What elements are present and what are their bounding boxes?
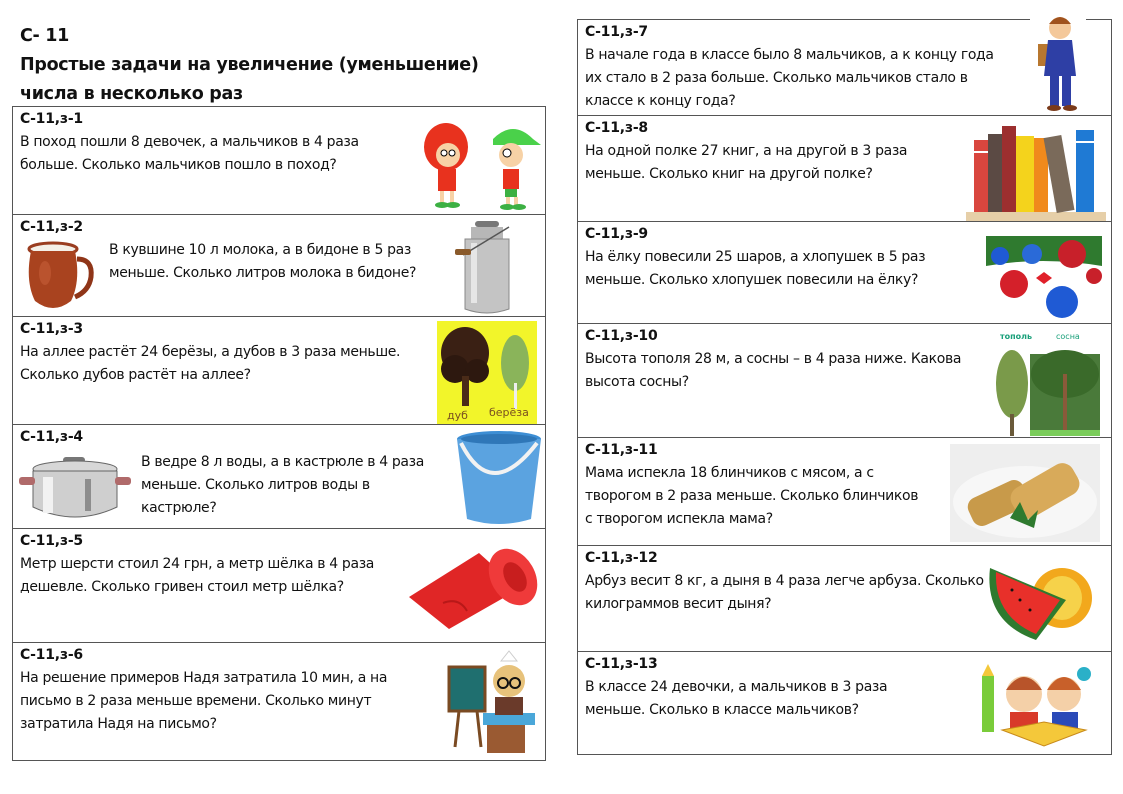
task-card-11 — [578, 438, 1111, 546]
task-card-12 — [578, 546, 1111, 652]
task-code: С-11,з-3 — [20, 321, 83, 337]
task-text: Метр шерсти стоил 24 грн, а метр шёлка в 4 раза дешевле. Сколько гривен стоил метр шёлка? — [20, 556, 375, 595]
task-text: Мама испекла 18 блинчиков с мясом, а с творогом в 2 раза меньше. Сколько блинчиков с творогом испекла мама? — [585, 465, 919, 527]
bookshelf-image — [962, 124, 1106, 222]
task-code: С-11,з-5 — [20, 533, 83, 549]
oak-and-birch-image — [437, 321, 537, 425]
christmas-ornaments-image — [986, 232, 1102, 324]
page-title-line-2: числа в несколько раз — [20, 84, 243, 104]
schoolboy-image — [1030, 12, 1086, 114]
red-fabric-roll-image — [403, 537, 543, 637]
poplar-and-pine-image — [990, 332, 1102, 438]
task-code: С-11,з-9 — [585, 226, 648, 242]
task-card-9 — [578, 222, 1111, 324]
task-card-6 — [13, 643, 545, 761]
task-text: На аллее растёт 24 берёзы, а дубов в 3 раза меньше. Сколько дубов растёт на аллее? — [20, 344, 401, 383]
task-text: Арбуз весит 8 кг, а дыня в 4 раза легче арбуза. Сколько килограммов весит дыня? — [585, 573, 984, 612]
milk-can-image — [453, 219, 523, 315]
clay-jug-image — [19, 237, 99, 315]
task-code: С-11,з-13 — [585, 656, 658, 672]
birch-label: берёза — [489, 406, 529, 419]
task-code: С-11,з-1 — [20, 111, 83, 127]
task-code: С-11,з-7 — [585, 24, 648, 40]
task-text: На решение примеров Надя затратила 10 мин, а на письмо в 2 раза меньше времени. Сколько минут затратила Надя на письмо? — [20, 670, 388, 732]
task-code: С-11,з-6 — [20, 647, 83, 663]
task-card-10 — [578, 324, 1111, 438]
pancakes-image — [950, 444, 1100, 542]
task-text: На одной полке 27 книг, а на другой в 3 раза меньше. Сколько книг на другой полке? — [585, 143, 908, 182]
task-code: С-11,з-10 — [585, 328, 658, 344]
children-reading-image — [976, 660, 1102, 752]
task-code: С-11,з-11 — [585, 442, 658, 458]
girl-at-desk-image — [443, 647, 541, 759]
task-card-1 — [13, 107, 545, 215]
task-card-5 — [13, 529, 545, 643]
task-table-right — [577, 19, 1112, 755]
task-code: С-11,з-2 — [20, 219, 83, 235]
task-card-13 — [578, 652, 1111, 756]
pine-label: сосна — [1056, 332, 1080, 341]
blue-bucket-image — [453, 429, 545, 527]
task-text: В ведре 8 л воды, а в кастрюле в 4 раза меньше. Сколько литров воды в кастрюле? — [141, 454, 424, 516]
task-table-left — [12, 106, 546, 761]
task-text: В поход пошли 8 девочек, а мальчиков в 4 раза больше. Сколько мальчиков пошло в поход? — [20, 134, 359, 173]
task-card-4 — [13, 425, 545, 529]
task-text: В классе 24 девочки, а мальчиков в 3 раза меньше. Сколько в классе мальчиков? — [585, 679, 888, 718]
poplar-label: тополь — [1000, 332, 1033, 341]
section-code: С- 11 — [20, 26, 70, 46]
page-header — [20, 22, 479, 109]
oak-label: дуб — [447, 409, 468, 422]
task-code: С-11,з-12 — [585, 550, 658, 566]
girl-and-boy-cartoon-image — [411, 117, 541, 212]
task-card-3 — [13, 317, 545, 425]
task-card-2 — [13, 215, 545, 317]
task-code: С-11,з-8 — [585, 120, 648, 136]
task-text: В начале года в классе было 8 мальчиков, а к концу года их стало в 2 раза больше. Сколько мальчиков стало в классе к концу года? — [585, 47, 994, 109]
task-card-7 — [578, 20, 1111, 116]
task-text: В кувшине 10 л молока, а в бидоне в 5 раз меньше. Сколько литров молока в бидоне? — [109, 242, 417, 281]
task-code: С-11,з-4 — [20, 429, 83, 445]
task-card-8 — [578, 116, 1111, 222]
watermelon-and-melon-image — [986, 562, 1096, 642]
task-text: Высота тополя 28 м, а сосны – в 4 раза ниже. Какова высота сосны? — [585, 351, 962, 390]
page-title-line-1: Простые задачи на увеличение (уменьшение) — [20, 55, 479, 75]
cooking-pot-image — [19, 455, 131, 527]
task-text: На ёлку повесили 25 шаров, а хлопушек в 5 раз меньше. Сколько хлопушек повесили на ёлку? — [585, 249, 926, 288]
